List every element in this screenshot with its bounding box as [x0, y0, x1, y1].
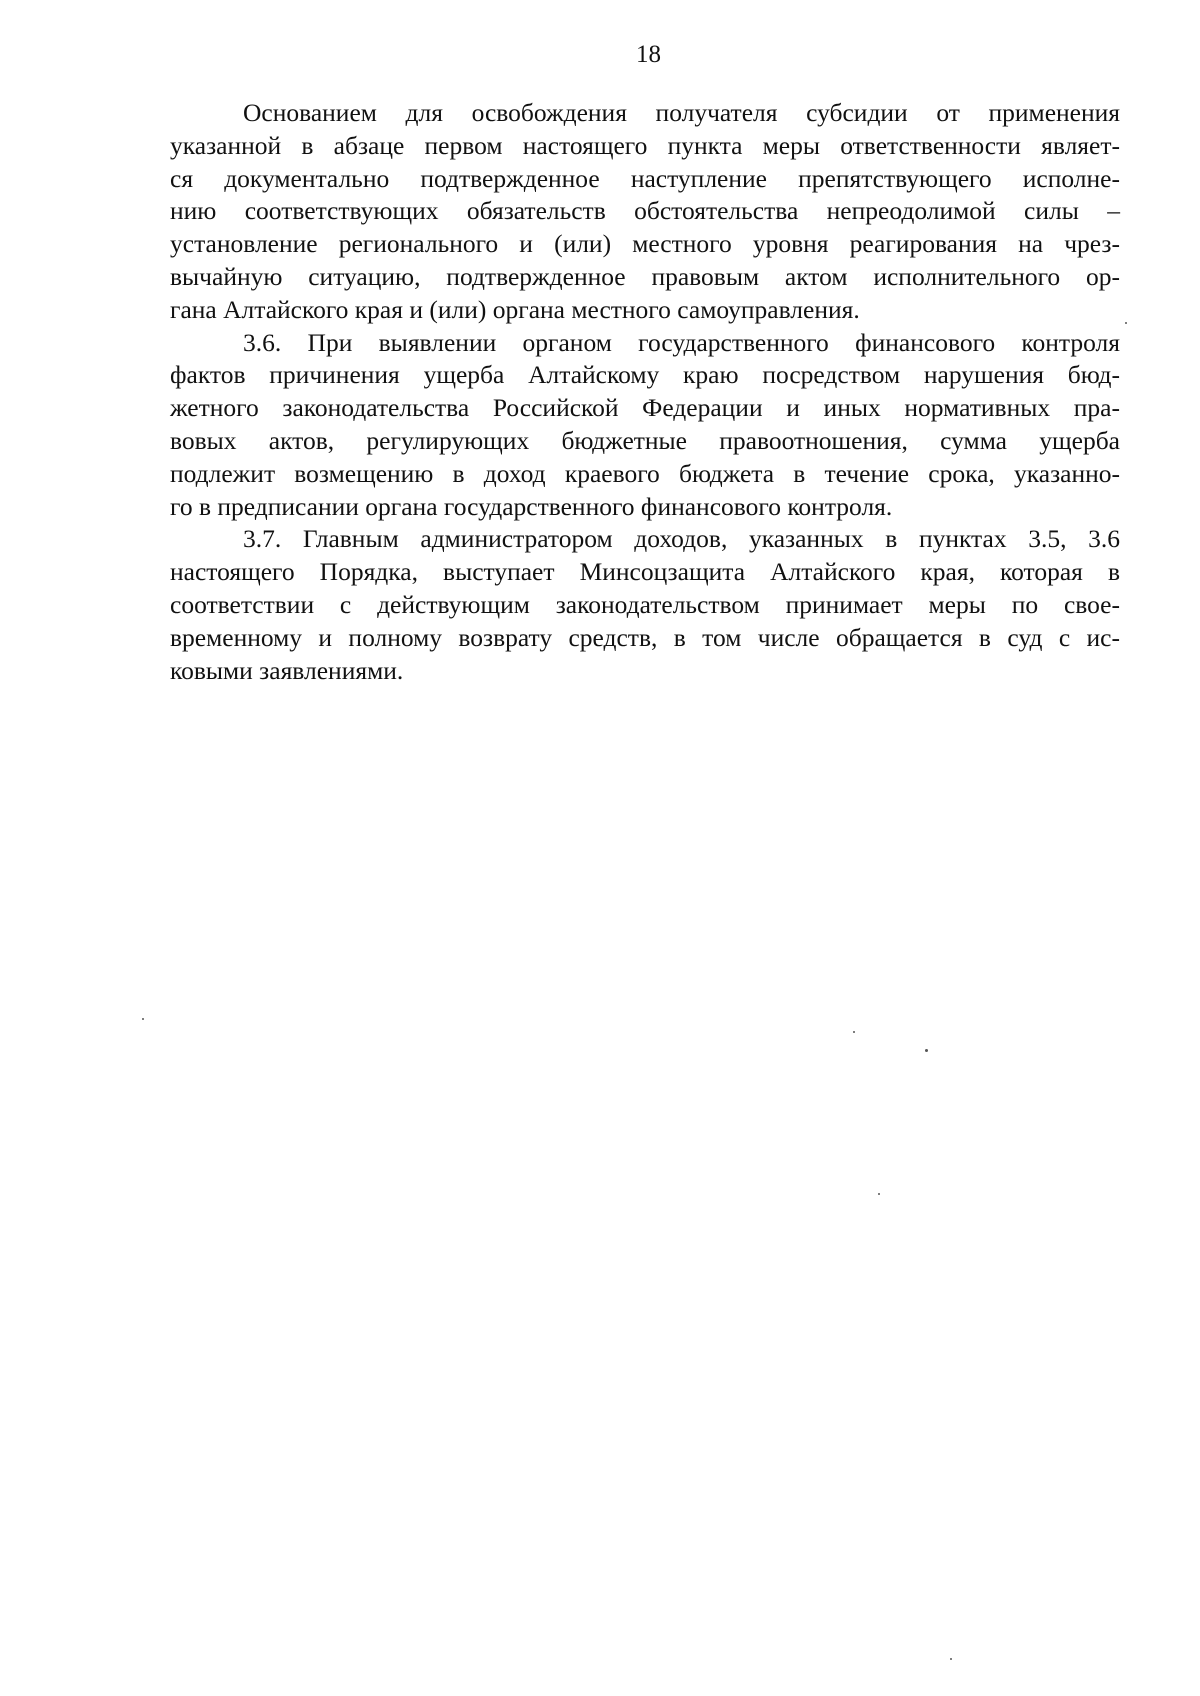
scan-speck: [142, 1018, 144, 1020]
paragraph-3-line-3: соответствии с действующим законодательством принимает меры по свое-: [170, 589, 1120, 619]
document-body: [170, 97, 1120, 687]
scan-speck: [950, 1658, 952, 1660]
paragraph-2-line-3: жетного законодательства Российской Федерации и иных нормативных пра-: [170, 393, 1120, 423]
paragraph-1-line-4: нию соответствующих обязательств обстоятельства непреодолимой силы –: [170, 196, 1120, 226]
scan-speck: [853, 1031, 855, 1033]
paragraph-3-line-4: временному и полному возврату средств, в том числе обращается в суд с ис-: [170, 622, 1120, 652]
scan-speck: [878, 1193, 880, 1195]
paragraph-1-line-3: ся документально подтвержденное наступление препятствующего исполне-: [170, 163, 1120, 193]
paragraph-3-line-2: настоящего Порядка, выступает Минсоцзащита Алтайского края, которая в: [170, 557, 1120, 587]
scan-speck: [925, 1049, 928, 1052]
paragraph-3-line-1: 3.7. Главным администратором доходов, указанных в пунктах 3.5, 3.6: [243, 524, 1120, 554]
paragraph-1-line-6: вычайную ситуацию, подтвержденное правовым актом исполнительного ор-: [170, 261, 1120, 291]
paragraph-3-line-5: ковыми заявлениями.: [170, 655, 404, 685]
paragraph-2-line-5: подлежит возмещению в доход краевого бюджета в течение срока, указанно-: [170, 458, 1120, 488]
paragraph-1-line-1: Основанием для освобождения получателя субсидии от применения: [243, 98, 1120, 127]
page-number: 18: [636, 41, 661, 68]
paragraph-1-line-2: указанной в абзаце первом настоящего пункта меры ответственности являет-: [170, 130, 1120, 160]
paragraph-2-line-2: фактов причинения ущерба Алтайскому краю посредством нарушения бюд-: [170, 360, 1120, 390]
paragraph-2-line-4: вовых актов, регулирующих бюджетные правоотношения, сумма ущерба: [170, 425, 1120, 455]
paragraph-2-line-6: го в предписании органа государственного финансового контроля.: [170, 491, 893, 521]
paragraph-1-line-5: установление регионального и (или) местного уровня реагирования на чрез-: [170, 229, 1120, 259]
paragraph-2-line-1: 3.6. При выявлении органом государственного финансового контроля: [243, 327, 1120, 357]
paragraph-1-line-7: гана Алтайского края и (или) органа местного самоуправления.: [170, 294, 860, 324]
scan-speck: [1125, 322, 1127, 324]
